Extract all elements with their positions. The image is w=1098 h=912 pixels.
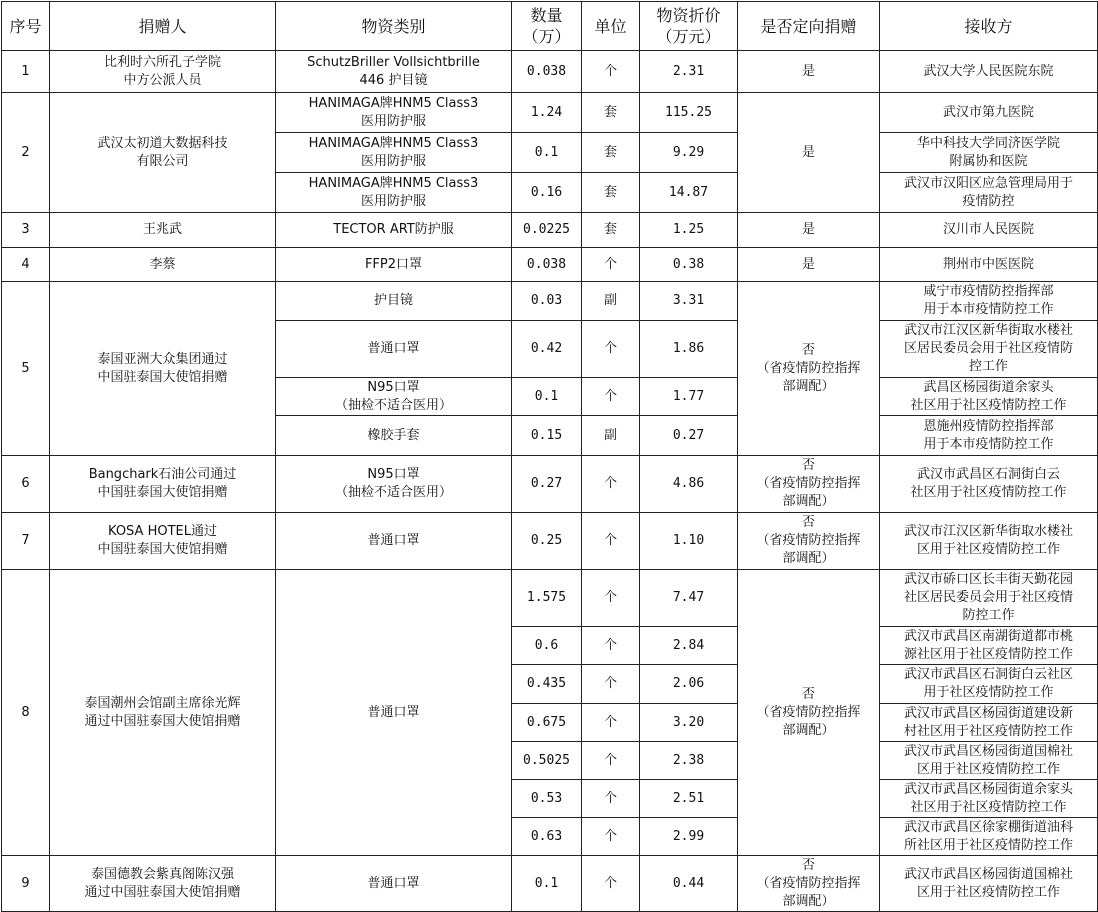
row-number: 5 bbox=[2, 282, 50, 456]
header-quantity: 数量 （万） bbox=[512, 2, 582, 51]
receiver-cell: 武汉市第九医院 bbox=[880, 93, 1098, 133]
header-value: 物资折价 （万元） bbox=[640, 2, 738, 51]
receiver-cell: 武汉市武昌区南湖街道都市桃 源社区用于社区疫情防控工作 bbox=[880, 627, 1098, 665]
unit-cell: 个 bbox=[582, 818, 640, 856]
directed-cell: 否 （省疫情防控指挥 部调配） bbox=[738, 570, 880, 856]
value-cell: 2.06 bbox=[640, 665, 738, 704]
quantity-cell: 0.53 bbox=[512, 780, 582, 818]
unit-cell: 个 bbox=[582, 665, 640, 704]
quantity-cell: 0.6 bbox=[512, 627, 582, 665]
category-cell: 普通口罩 bbox=[276, 513, 512, 570]
quantity-cell: 0.038 bbox=[512, 51, 582, 93]
quantity-cell: 0.03 bbox=[512, 282, 582, 321]
quantity-cell: 0.1 bbox=[512, 133, 582, 173]
unit-cell: 个 bbox=[582, 321, 640, 378]
receiver-cell: 武汉市江汉区新华街取水楼社 区用于社区疫情防控工作 bbox=[880, 513, 1098, 570]
quantity-cell: 0.25 bbox=[512, 513, 582, 570]
table-row bbox=[2, 456, 1098, 513]
quantity-cell: 1.24 bbox=[512, 93, 582, 133]
table-row bbox=[2, 570, 1098, 627]
receiver-cell: 汉川市人民医院 bbox=[880, 213, 1098, 248]
receiver-cell: 武汉市武昌区杨园街道国棉社 区用于社区疫情防控工作 bbox=[880, 742, 1098, 780]
unit-cell: 个 bbox=[582, 856, 640, 912]
value-cell: 1.86 bbox=[640, 321, 738, 378]
donor-cell: KOSA HOTEL通过 中国驻泰国大使馆捐赠 bbox=[50, 513, 276, 570]
row-number: 3 bbox=[2, 213, 50, 248]
category-cell: N95口罩 （抽检不适合医用） bbox=[276, 378, 512, 416]
receiver-cell: 武汉市硚口区长丰街天勤花园 社区居民委员会用于社区疫情 防控工作 bbox=[880, 570, 1098, 627]
donor-cell: 泰国亚洲大众集团通过 中国驻泰国大使馆捐赠 bbox=[50, 282, 276, 456]
row-number: 1 bbox=[2, 51, 50, 93]
donor-cell: 泰国德教会紫真阁陈汉强 通过中国驻泰国大使馆捐赠 bbox=[50, 856, 276, 912]
category-cell: HANIMAGA牌HNM5 Class3 医用防护服 bbox=[276, 133, 512, 173]
donor-cell: 李蔡 bbox=[50, 248, 276, 282]
table-row bbox=[2, 856, 1098, 912]
value-cell: 3.31 bbox=[640, 282, 738, 321]
table-row bbox=[2, 51, 1098, 93]
donor-cell: 武汉太初道大数据科技 有限公司 bbox=[50, 93, 276, 213]
header-category: 物资类别 bbox=[276, 2, 512, 51]
unit-cell: 个 bbox=[582, 513, 640, 570]
value-cell: 2.84 bbox=[640, 627, 738, 665]
receiver-cell: 武汉市武昌区杨园街道余家头 社区用于社区疫情防控工作 bbox=[880, 780, 1098, 818]
value-cell: 2.51 bbox=[640, 780, 738, 818]
unit-cell: 个 bbox=[582, 742, 640, 780]
header-unit: 单位 bbox=[582, 2, 640, 51]
value-cell: 1.77 bbox=[640, 378, 738, 416]
category-cell: 护目镜 bbox=[276, 282, 512, 321]
table-row bbox=[2, 282, 1098, 321]
directed-cell: 是 bbox=[738, 51, 880, 93]
donor-cell: 比利时六所孔子学院 中方公派人员 bbox=[50, 51, 276, 93]
category-cell: HANIMAGA牌HNM5 Class3 医用防护服 bbox=[276, 93, 512, 133]
unit-cell: 套 bbox=[582, 93, 640, 133]
receiver-cell: 恩施州疫情防控指挥部 用于本市疫情防控工作 bbox=[880, 416, 1098, 456]
receiver-cell: 咸宁市疫情防控指挥部 用于本市疫情防控工作 bbox=[880, 282, 1098, 321]
quantity-cell: 0.038 bbox=[512, 248, 582, 282]
value-cell: 2.38 bbox=[640, 742, 738, 780]
table-row bbox=[2, 248, 1098, 282]
quantity-cell: 0.1 bbox=[512, 856, 582, 912]
unit-cell: 个 bbox=[582, 456, 640, 513]
value-cell: 0.27 bbox=[640, 416, 738, 456]
unit-cell: 套 bbox=[582, 213, 640, 248]
donation-table bbox=[1, 1, 1098, 912]
receiver-cell: 华中科技大学同济医学院 附属协和医院 bbox=[880, 133, 1098, 173]
row-number: 9 bbox=[2, 856, 50, 912]
quantity-cell: 0.675 bbox=[512, 704, 582, 742]
row-number: 4 bbox=[2, 248, 50, 282]
receiver-cell: 荆州市中医医院 bbox=[880, 248, 1098, 282]
category-cell: 普通口罩 bbox=[276, 570, 512, 856]
receiver-cell: 武汉市江汉区新华街取水楼社 区居民委员会用于社区疫情防 控工作 bbox=[880, 321, 1098, 378]
quantity-cell: 0.63 bbox=[512, 818, 582, 856]
value-cell: 0.44 bbox=[640, 856, 738, 912]
value-cell: 7.47 bbox=[640, 570, 738, 627]
value-cell: 2.99 bbox=[640, 818, 738, 856]
receiver-cell: 武昌区杨园街道余家头 社区用于社区疫情防控工作 bbox=[880, 378, 1098, 416]
row-number: 8 bbox=[2, 570, 50, 856]
table-row bbox=[2, 93, 1098, 133]
quantity-cell: 0.435 bbox=[512, 665, 582, 704]
header-receiver: 接收方 bbox=[880, 2, 1098, 51]
value-cell: 115.25 bbox=[640, 93, 738, 133]
receiver-cell: 武汉市武昌区石洞街白云社区 用于社区疫情防控工作 bbox=[880, 665, 1098, 704]
unit-cell: 个 bbox=[582, 627, 640, 665]
unit-cell: 个 bbox=[582, 248, 640, 282]
category-cell: N95口罩 （抽检不适合医用） bbox=[276, 456, 512, 513]
unit-cell: 副 bbox=[582, 282, 640, 321]
unit-cell: 套 bbox=[582, 133, 640, 173]
donor-cell: 泰国潮州会馆副主席徐光辉 通过中国驻泰国大使馆捐赠 bbox=[50, 570, 276, 856]
unit-cell: 副 bbox=[582, 416, 640, 456]
receiver-cell: 武汉大学人民医院东院 bbox=[880, 51, 1098, 93]
quantity-cell: 0.27 bbox=[512, 456, 582, 513]
value-cell: 2.31 bbox=[640, 51, 738, 93]
unit-cell: 个 bbox=[582, 704, 640, 742]
receiver-cell: 武汉市武昌区石洞街白云 社区用于社区疫情防控工作 bbox=[880, 456, 1098, 513]
receiver-cell: 武汉市武昌区杨园街道国棉社 区用于社区疫情防控工作 bbox=[880, 856, 1098, 912]
category-cell: TECTOR ART防护服 bbox=[276, 213, 512, 248]
row-number: 7 bbox=[2, 513, 50, 570]
value-cell: 0.38 bbox=[640, 248, 738, 282]
quantity-cell: 0.15 bbox=[512, 416, 582, 456]
table-row bbox=[2, 513, 1098, 570]
donor-cell: 王兆武 bbox=[50, 213, 276, 248]
value-cell: 3.20 bbox=[640, 704, 738, 742]
receiver-cell: 武汉市汉阳区应急管理局用于 疫情防控 bbox=[880, 173, 1098, 213]
directed-cell: 否 （省疫情防控指挥 部调配） bbox=[738, 856, 880, 912]
value-cell: 1.25 bbox=[640, 213, 738, 248]
donor-cell: Bangchark石油公司通过 中国驻泰国大使馆捐赠 bbox=[50, 456, 276, 513]
row-number: 2 bbox=[2, 93, 50, 213]
header-row bbox=[2, 2, 1098, 51]
directed-cell: 否 （省疫情防控指挥 部调配） bbox=[738, 456, 880, 513]
header-donor: 捐赠人 bbox=[50, 2, 276, 51]
receiver-cell: 武汉市武昌区杨园街道建设新 村社区用于社区疫情防控工作 bbox=[880, 704, 1098, 742]
category-cell: 普通口罩 bbox=[276, 856, 512, 912]
directed-cell: 是 bbox=[738, 213, 880, 248]
quantity-cell: 0.1 bbox=[512, 378, 582, 416]
value-cell: 14.87 bbox=[640, 173, 738, 213]
header-no: 序号 bbox=[2, 2, 50, 51]
directed-cell: 是 bbox=[738, 93, 880, 213]
category-cell: SchutzBriller Vollsichtbrille 446 护目镜 bbox=[276, 51, 512, 93]
unit-cell: 个 bbox=[582, 570, 640, 627]
unit-cell: 个 bbox=[582, 780, 640, 818]
unit-cell: 套 bbox=[582, 173, 640, 213]
directed-cell: 是 bbox=[738, 248, 880, 282]
quantity-cell: 0.42 bbox=[512, 321, 582, 378]
receiver-cell: 武汉市武昌区徐家棚街道油科 所社区用于社区疫情防控工作 bbox=[880, 818, 1098, 856]
value-cell: 1.10 bbox=[640, 513, 738, 570]
quantity-cell: 0.16 bbox=[512, 173, 582, 213]
value-cell: 9.29 bbox=[640, 133, 738, 173]
directed-cell: 否 （省疫情防控指挥 部调配） bbox=[738, 513, 880, 570]
row-number: 6 bbox=[2, 456, 50, 513]
table-row bbox=[2, 213, 1098, 248]
quantity-cell: 0.0225 bbox=[512, 213, 582, 248]
category-cell: HANIMAGA牌HNM5 Class3 医用防护服 bbox=[276, 173, 512, 213]
category-cell: FFP2口罩 bbox=[276, 248, 512, 282]
unit-cell: 个 bbox=[582, 51, 640, 93]
directed-cell: 否 （省疫情防控指挥 部调配） bbox=[738, 282, 880, 456]
quantity-cell: 0.5025 bbox=[512, 742, 582, 780]
value-cell: 4.86 bbox=[640, 456, 738, 513]
category-cell: 普通口罩 bbox=[276, 321, 512, 378]
header-directed: 是否定向捐赠 bbox=[738, 2, 880, 51]
unit-cell: 个 bbox=[582, 378, 640, 416]
category-cell: 橡胶手套 bbox=[276, 416, 512, 456]
quantity-cell: 1.575 bbox=[512, 570, 582, 627]
